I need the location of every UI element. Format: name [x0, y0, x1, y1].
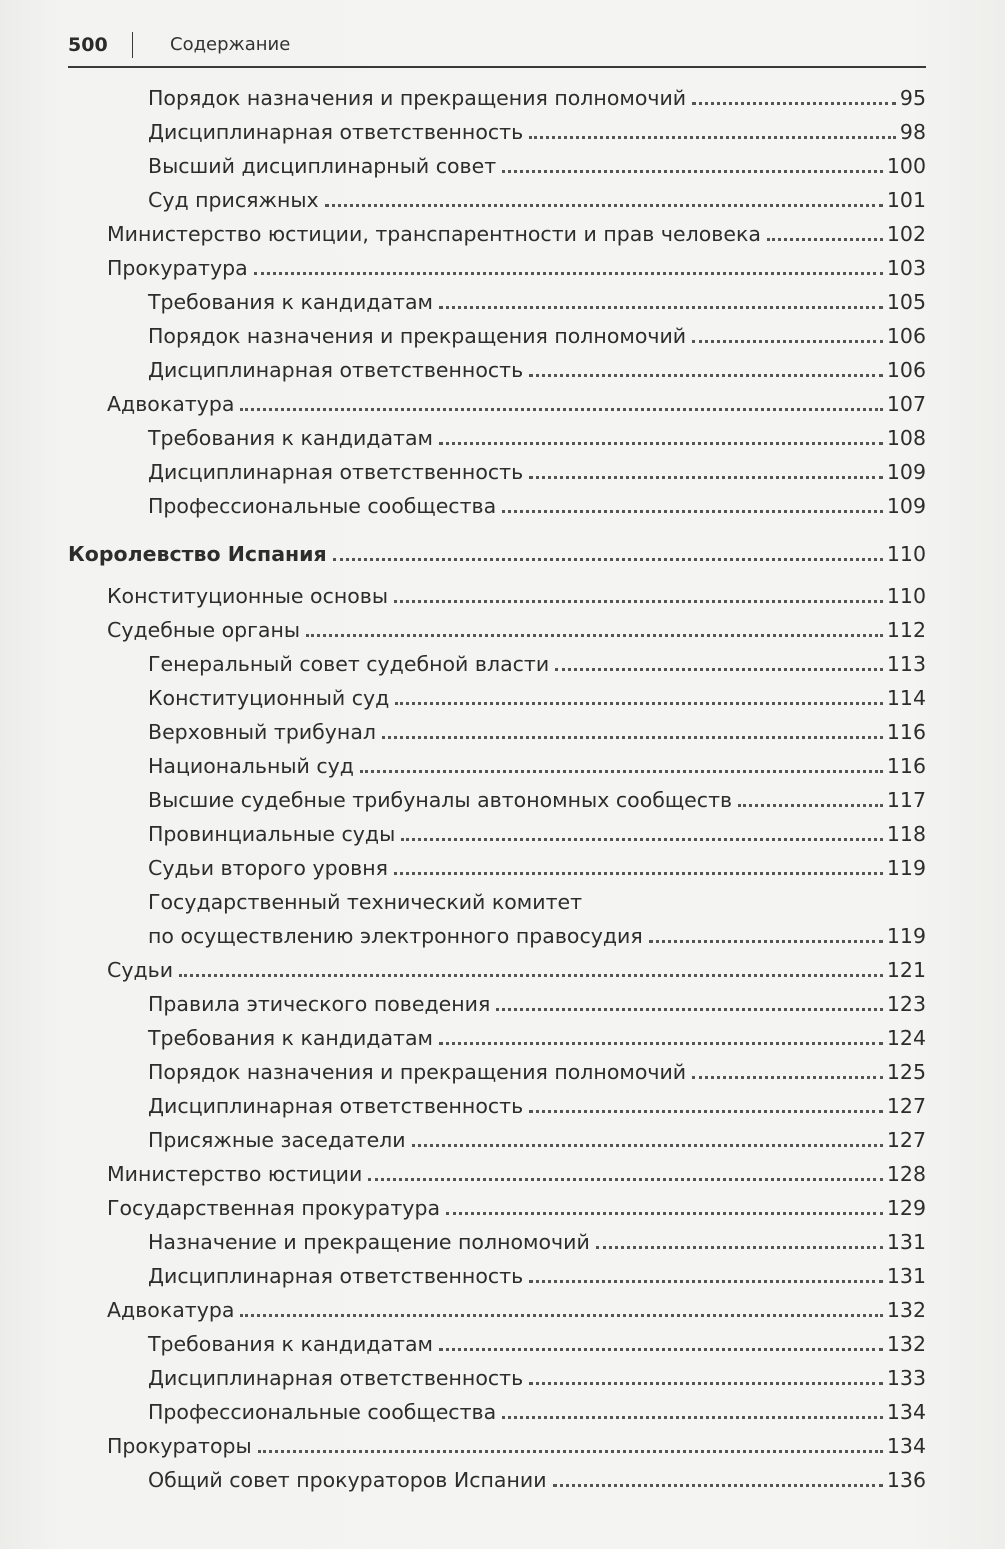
toc-entry-page: 98 — [899, 120, 926, 144]
toc-entry-page: 107 — [886, 392, 926, 416]
dot-leader — [333, 558, 883, 561]
toc-entry-page: 131 — [886, 1230, 926, 1254]
header-separator — [132, 32, 133, 58]
dot-leader — [767, 238, 883, 241]
toc-entry — [148, 290, 926, 314]
toc-entry — [148, 1094, 926, 1118]
toc-entry-page: 119 — [886, 924, 926, 948]
toc-entry-page: 110 — [886, 584, 926, 608]
toc-entry-title: Национальный суд — [148, 754, 354, 778]
toc-entry-page: 132 — [886, 1332, 926, 1356]
toc-entry-page: 117 — [886, 788, 926, 812]
toc-entry-title: Порядок назначения и прекращения полномочий — [148, 324, 687, 348]
toc-entry-page: 109 — [886, 494, 926, 518]
toc-entry-page: 113 — [886, 652, 926, 676]
toc-entry — [107, 1298, 926, 1322]
toc-entry — [148, 856, 926, 880]
toc-entry-title: Дисциплинарная ответственность — [148, 1366, 524, 1390]
dot-leader — [502, 1416, 883, 1419]
toc-entry-page: 132 — [886, 1298, 926, 1322]
dot-leader — [258, 1450, 883, 1453]
toc-entry — [148, 1366, 926, 1390]
toc-entry — [148, 324, 926, 348]
dot-leader — [529, 1110, 883, 1113]
toc-entry — [148, 120, 926, 144]
dot-leader — [596, 1246, 883, 1249]
dot-leader — [240, 1314, 882, 1317]
toc-entry — [148, 1264, 926, 1288]
dot-leader — [439, 442, 883, 445]
toc-entry-page: 123 — [886, 992, 926, 1016]
toc-entry-title: Дисциплинарная ответственность — [148, 358, 524, 382]
toc-entry-title: Присяжные заседатели — [148, 1128, 406, 1152]
toc-entry — [148, 1468, 926, 1492]
toc-entry-title: Судьи второго уровня — [148, 856, 388, 880]
toc-entry-title: Дисциплинарная ответственность — [148, 1264, 524, 1288]
toc-entry-title: Высший дисциплинарный совет — [148, 154, 497, 178]
toc-entry — [148, 924, 926, 948]
toc-entry-page: 128 — [886, 1162, 926, 1186]
toc-entry — [148, 1332, 926, 1356]
toc-entry — [148, 86, 926, 110]
dot-leader — [502, 170, 883, 173]
dot-leader — [368, 1178, 883, 1181]
toc-entry — [148, 188, 926, 212]
toc-chapter-title: Королевство Испания — [68, 542, 327, 566]
toc-entry-page: 114 — [886, 686, 926, 710]
toc-entry — [148, 720, 926, 744]
toc-entry-title: Назначение и прекращение полномочий — [148, 1230, 590, 1254]
toc-entry-page: 127 — [886, 1094, 926, 1118]
dot-leader — [692, 102, 896, 105]
dot-leader — [325, 204, 883, 207]
toc-entry — [148, 1400, 926, 1424]
toc-entry-title: Требования к кандидатам — [148, 1026, 433, 1050]
toc-entry — [148, 822, 926, 846]
toc-entry-title: Адвокатура — [107, 1298, 235, 1322]
dot-leader — [496, 1008, 883, 1011]
toc-entry-title: Адвокатура — [107, 392, 235, 416]
toc-entry — [107, 618, 926, 642]
toc-entry — [107, 392, 926, 416]
toc-entry-title: Порядок назначения и прекращения полномочий — [148, 1060, 687, 1084]
toc-entry-page: 101 — [886, 188, 926, 212]
dot-leader — [439, 1348, 883, 1351]
dot-leader — [240, 408, 882, 411]
toc-entry — [107, 584, 926, 608]
toc-entry-page: 134 — [886, 1400, 926, 1424]
toc-entry-page: 106 — [886, 358, 926, 382]
dot-leader — [738, 804, 883, 807]
toc-chapter-entry — [68, 542, 926, 566]
toc-entry-title: Верховный трибунал — [148, 720, 376, 744]
toc-entry-title: Дисциплинарная ответственность — [148, 460, 524, 484]
toc-entry — [148, 686, 926, 710]
dot-leader — [446, 1212, 883, 1215]
toc-entry-page: 119 — [886, 856, 926, 880]
toc-entry-title: Генеральный совет судебной власти — [148, 652, 550, 676]
dot-leader — [401, 838, 883, 841]
page-number: 500 — [68, 34, 108, 56]
toc-entry-page: 125 — [886, 1060, 926, 1084]
dot-leader — [553, 1484, 883, 1487]
toc-entry-title: Требования к кандидатам — [148, 1332, 433, 1356]
toc-entry-page: 121 — [886, 958, 926, 982]
dot-leader — [529, 476, 883, 479]
toc-entry-page: 95 — [899, 86, 926, 110]
toc-entry-page: 110 — [886, 542, 926, 566]
toc-entry-page: 100 — [886, 154, 926, 178]
toc-entry — [148, 1230, 926, 1254]
toc-entry-title: Министерство юстиции, транспарентности и прав человека — [107, 222, 761, 246]
toc-entry — [148, 652, 926, 676]
toc-entry — [148, 426, 926, 450]
dot-leader — [692, 1076, 883, 1079]
toc-entry-page: 127 — [886, 1128, 926, 1152]
toc-entry-title: Общий совет прокураторов Испании — [148, 1468, 547, 1492]
toc-entry-title: Правила этического поведения — [148, 992, 491, 1016]
toc-entry-title: Требования к кандидатам — [148, 426, 433, 450]
toc-entry-page: 134 — [886, 1434, 926, 1458]
toc-entry-title: Профессиональные сообщества — [148, 494, 497, 518]
toc-entry-title: Конституционные основы — [107, 584, 389, 608]
toc-entry-page: 124 — [886, 1026, 926, 1050]
toc-entry-title: Требования к кандидатам — [148, 290, 433, 314]
toc-entry-page: 108 — [886, 426, 926, 450]
toc-entry — [148, 754, 926, 778]
dot-leader — [395, 702, 883, 705]
toc-entry-title: Дисциплинарная ответственность — [148, 1094, 524, 1118]
toc-entry-page: 129 — [886, 1196, 926, 1220]
toc-entry-page: 118 — [886, 822, 926, 846]
dot-leader — [382, 736, 883, 739]
toc-entry-title: Конституционный суд — [148, 686, 390, 710]
toc-entry-title: Судьи — [107, 958, 174, 982]
toc-entry — [148, 460, 926, 484]
dot-leader — [179, 974, 883, 977]
dot-leader — [360, 770, 883, 773]
toc-entry-title: Судебные органы — [107, 618, 301, 642]
dot-leader — [394, 600, 883, 603]
toc-entry — [148, 992, 926, 1016]
dot-leader — [555, 668, 883, 671]
toc-entry — [148, 358, 926, 382]
toc-entry — [148, 494, 926, 518]
toc-entry — [148, 1128, 926, 1152]
dot-leader — [254, 272, 883, 275]
dot-leader — [692, 340, 883, 343]
dot-leader — [649, 940, 883, 943]
toc-entry-title: Провинциальные суды — [148, 822, 396, 846]
toc-entry — [107, 256, 926, 280]
toc-entry-page: 102 — [886, 222, 926, 246]
toc-entry-title: Прокуратура — [107, 256, 248, 280]
dot-leader — [529, 1382, 883, 1385]
toc-entry-page: 116 — [886, 720, 926, 744]
toc-entry-page: 116 — [886, 754, 926, 778]
toc-entry — [148, 1026, 926, 1050]
toc-entry-title: Государственная прокуратура — [107, 1196, 441, 1220]
toc-entry-title: Профессиональные сообщества — [148, 1400, 497, 1424]
toc-entry-title: Высшие судебные трибуналы автономных сообществ — [148, 788, 733, 812]
toc-entry-title-line1: Государственный технический комитет — [148, 890, 583, 914]
toc-entry-page: 103 — [886, 256, 926, 280]
running-header — [68, 30, 926, 68]
dot-leader — [439, 1042, 883, 1045]
dot-leader — [394, 872, 883, 875]
toc-entry — [148, 1060, 926, 1084]
dot-leader — [529, 374, 883, 377]
toc-entry-page: 136 — [886, 1468, 926, 1492]
toc-entry-title: Министерство юстиции — [107, 1162, 363, 1186]
toc-entry — [107, 1162, 926, 1186]
toc-entry — [148, 154, 926, 178]
toc-entry — [148, 788, 926, 812]
header-title: Содержание — [170, 34, 291, 55]
toc-entry-page: 131 — [886, 1264, 926, 1288]
toc-entry-page: 106 — [886, 324, 926, 348]
toc-entry — [107, 222, 926, 246]
dot-leader — [439, 306, 883, 309]
toc-entry-page: 133 — [886, 1366, 926, 1390]
dot-leader — [502, 510, 883, 513]
dot-leader — [306, 634, 883, 637]
toc-entry-page: 112 — [886, 618, 926, 642]
toc-entry — [107, 958, 926, 982]
toc-entry-page: 109 — [886, 460, 926, 484]
dot-leader — [412, 1144, 883, 1147]
toc-entry-page: 105 — [886, 290, 926, 314]
toc-entry-title: Дисциплинарная ответственность — [148, 120, 524, 144]
toc-entry — [107, 1196, 926, 1220]
toc-entry-title: по осуществлению электронного правосудия — [148, 924, 643, 948]
toc-entry — [107, 1434, 926, 1458]
dot-leader — [529, 1280, 883, 1283]
toc-entry-title: Порядок назначения и прекращения полномочий — [148, 86, 687, 110]
toc-entry-title: Суд присяжных — [148, 188, 319, 212]
toc-entry-title: Прокураторы — [107, 1434, 252, 1458]
dot-leader — [529, 136, 896, 139]
